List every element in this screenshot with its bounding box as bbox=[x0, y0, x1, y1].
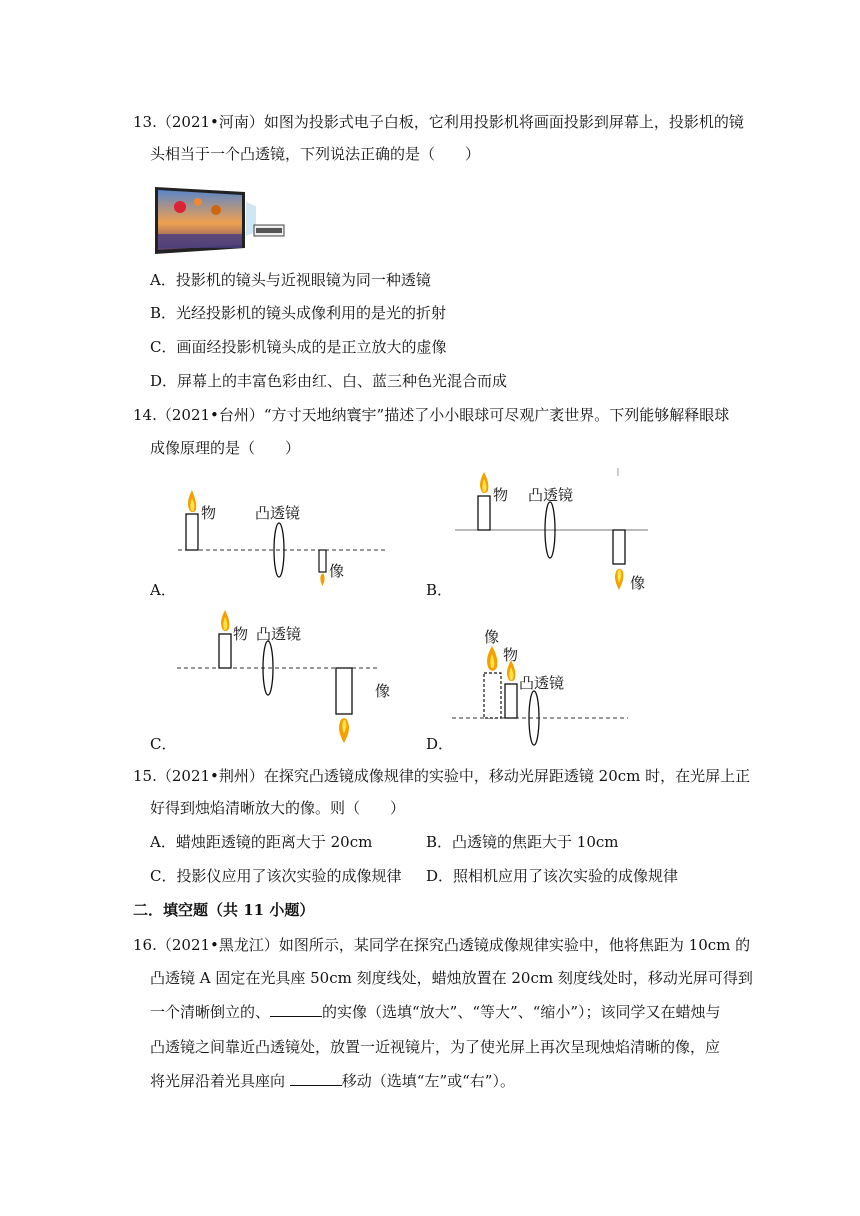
q16-text-line3 bbox=[150, 1002, 721, 1022]
q14-a-object-label: 物 bbox=[201, 504, 217, 522]
q14-option-d-letter: D． bbox=[426, 735, 454, 753]
q15-text-line2: 好得到烛焰清晰放大的像。则（ ） bbox=[150, 799, 406, 817]
q15-option-c: C．投影仪应用了该次实验的成像规律 bbox=[150, 867, 402, 885]
projector-whiteboard-image bbox=[150, 182, 290, 254]
q14-option-a-letter: A． bbox=[150, 581, 176, 599]
q16-line3-part1: 一个清晰倒立的、 bbox=[150, 1003, 271, 1021]
q14-option-c-letter: C． bbox=[150, 735, 177, 753]
q15-text-line1: 15.（2021•荆州）在探究凸透镜成像规律的实验中，移动光屏距透镜 20cm 时，在光屏上正 bbox=[133, 767, 751, 785]
q14-d-image-label: 像 bbox=[484, 628, 500, 646]
q16-text-line5 bbox=[150, 1071, 515, 1091]
q14-d-object-label: 物 bbox=[503, 646, 519, 664]
q16-blank-2[interactable] bbox=[290, 1071, 342, 1086]
q13-option-d: D．屏幕上的丰富色彩由红、白、蓝三种色光混合而成 bbox=[150, 372, 508, 390]
q15-option-d: D．照相机应用了该次实验的成像规律 bbox=[426, 867, 679, 885]
q14-b-lens-label: 凸透镜 bbox=[528, 486, 574, 504]
q16-line3-part2: 的实像（选填“放大”、“等大”、“缩小”）；该同学又在蜡烛与 bbox=[322, 1003, 721, 1021]
section-2-title: 二．填空题（共 11 小题） bbox=[133, 901, 315, 919]
q16-text-line1: 16.（2021•黑龙江）如图所示，某同学在探究凸透镜成像规律实验中，他将焦距为 10cm 的 bbox=[133, 936, 751, 954]
q14-c-object-label: 物 bbox=[233, 625, 249, 643]
q14-b-image-label: 像 bbox=[630, 574, 646, 592]
q14-diagram-d bbox=[450, 640, 630, 750]
q14-a-lens-label: 凸透镜 bbox=[255, 504, 301, 522]
q16-text-line2: 凸透镜 A 固定在光具座 50cm 刻度线处，蜡烛放置在 20cm 刻度线处时，移动光屏可得到 bbox=[150, 969, 753, 987]
q14-diagram-a bbox=[176, 482, 391, 592]
q14-c-lens-label: 凸透镜 bbox=[256, 625, 302, 643]
q13-option-a: A．投影机的镜头与近视眼镜为同一种透镜 bbox=[150, 271, 431, 289]
q16-blank-1[interactable] bbox=[270, 1002, 322, 1017]
q13-option-c: C．画面经投影机镜头成的是正立放大的虚像 bbox=[150, 338, 447, 356]
q14-b-object-label: 物 bbox=[493, 486, 509, 504]
q14-d-lens-label: 凸透镜 bbox=[519, 674, 565, 692]
q13-text-line1: 13.（2021•河南）如图为投影式电子白板，它利用投影机将画面投影到屏幕上，投影机的镜 bbox=[133, 113, 744, 131]
q14-option-b-letter: B． bbox=[426, 581, 453, 599]
q13-option-b: B．光经投影机的镜头成像利用的是光的折射 bbox=[150, 304, 447, 322]
q14-text-line1: 14.（2021•台州）“方寸天地纳寰宇”描述了小小眼球可尽观广袤世界。下列能够解释眼球 bbox=[133, 406, 730, 424]
q16-text-line4: 凸透镜之间靠近凸透镜处，放置一近视镜片，为了使光屏上再次呈现烛焰清晰的像，应 bbox=[150, 1038, 721, 1056]
q14-c-image-label: 像 bbox=[375, 682, 391, 700]
q16-line5-part1: 将光屏沿着光具座向 bbox=[150, 1072, 290, 1090]
q15-option-a: A．蜡烛距透镜的距离大于 20cm bbox=[150, 833, 373, 851]
q15-option-b: B．凸透镜的焦距大于 10cm bbox=[426, 833, 619, 851]
q16-line5-part2: 移动（选填“左”或“右”）。 bbox=[341, 1072, 515, 1090]
q13-text-line2: 头相当于一个凸透镜，下列说法正确的是（ ） bbox=[150, 145, 481, 163]
q14-text-line2: 成像原理的是（ ） bbox=[150, 439, 301, 457]
q14-a-image-label: 像 bbox=[329, 562, 345, 580]
